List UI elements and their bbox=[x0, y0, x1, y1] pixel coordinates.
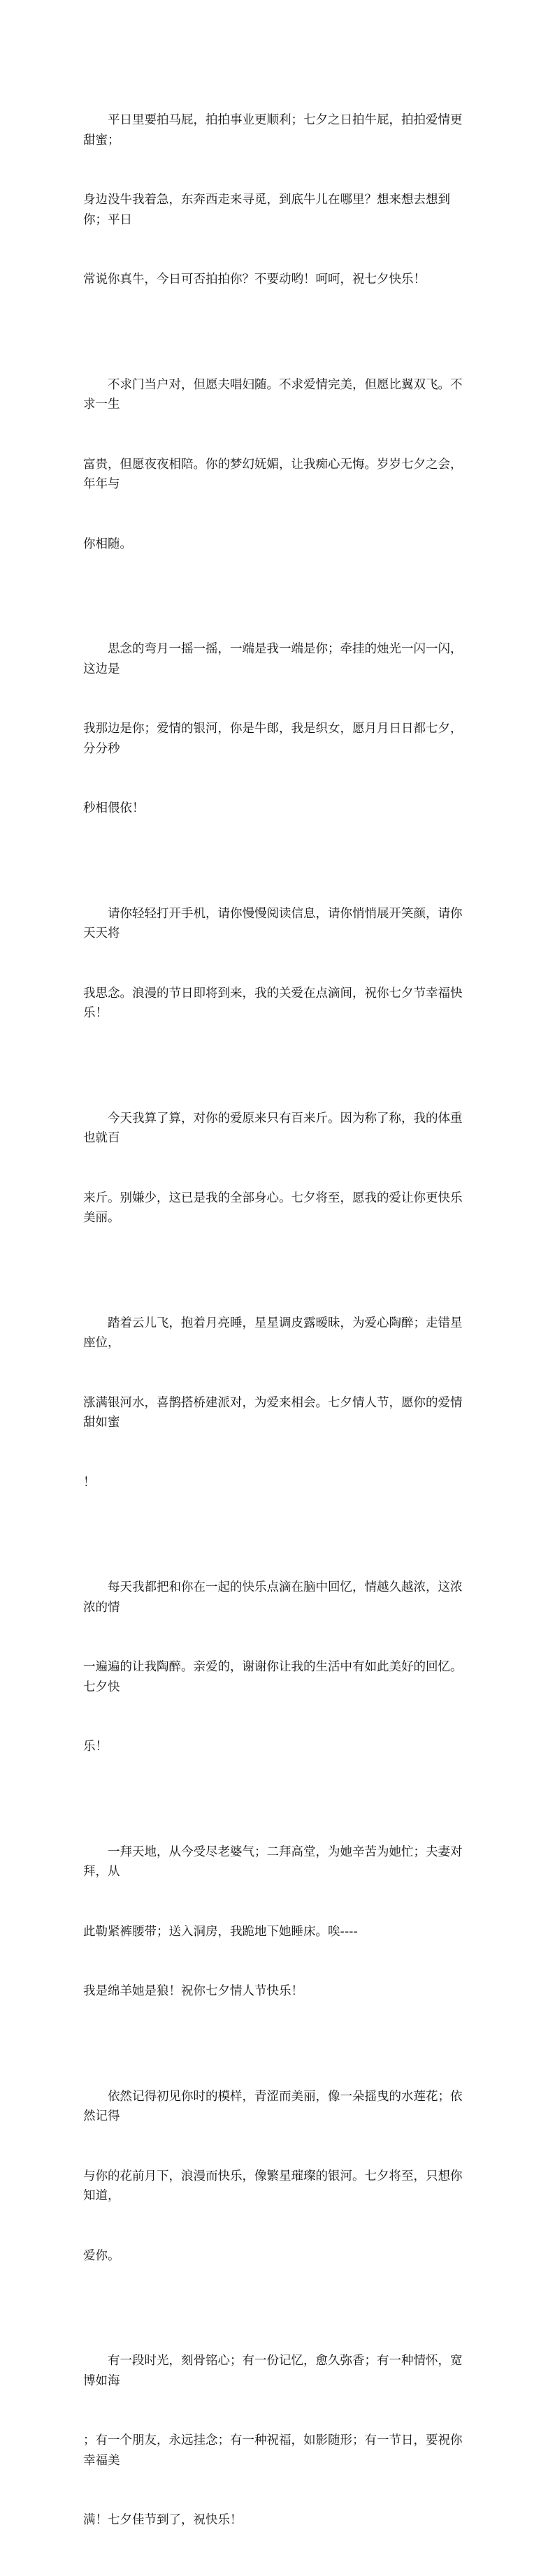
paragraph-line: ；有一个朋友，永远挂念；有一种祝福，如影随形；有一节日，要祝你幸福美 bbox=[83, 2433, 463, 2468]
paragraph-line: ！ bbox=[83, 1475, 96, 1490]
paragraph-line: 常说你真牛，今日可否拍拍你？不要动哟！呵呵，祝七夕快乐！ bbox=[83, 272, 426, 286]
paragraph-line: 请你轻轻打开手机，请你慢慢阅读信息，请你悄悄展开笑颜，请你天天将 bbox=[83, 906, 463, 940]
paragraph-line: 乐！ bbox=[83, 1740, 108, 1754]
paragraph-3 bbox=[83, 599, 466, 859]
paragraph-line: 我思念。浪漫的节日即将到来，我的关爱在点滴间，祝你七夕节幸福快乐！ bbox=[83, 986, 463, 1020]
paragraph-line: 一拜天地，从今受尽老婆气；二拜高堂，为她辛苦为她忙；夫妻对拜，从 bbox=[83, 1844, 463, 1879]
paragraph-line: 我是绵羊她是狼！祝你七夕情人节快乐！ bbox=[83, 1984, 303, 1998]
paragraph-line: 有一段时光，刻骨铭心；有一份记忆，愈久弥香；有一种情怀，宽博如海 bbox=[83, 2354, 463, 2388]
paragraph-line: 我那边是你；爱情的银河，你是牛郎，我是织女，愿月月日日都七夕，分分秒 bbox=[83, 722, 463, 756]
paragraph-7 bbox=[83, 1538, 466, 1797]
paragraph-9 bbox=[83, 2047, 466, 2306]
paragraph-line: 涨满银河水，喜鹊搭桥建派对，为爱来相会。七夕情人节，愿你的爱情甜如蜜 bbox=[83, 1395, 463, 1429]
paragraph-line: 一遍遍的让我陶醉。亲爱的，谢谢你让我的生活中有如此美好的回忆。七夕快 bbox=[83, 1660, 463, 1694]
paragraph-line: 依然记得初见你时的模样，青涩而美丽，像一朵摇曳的水莲花；依然记得 bbox=[83, 2089, 463, 2123]
paragraph-line: 思念的弯月一摇一摇，一端是我一端是你；牵挂的烛光一闪一闪，这边是 bbox=[83, 642, 463, 676]
paragraph-line: 你相随。 bbox=[83, 537, 132, 551]
paragraph-line: 爱你。 bbox=[83, 2248, 120, 2263]
paragraph-2 bbox=[83, 335, 466, 595]
paragraph-line: 平日里要拍马屁，拍拍事业更顺利；七夕之日拍牛屁，拍拍爱情更甜蜜； bbox=[83, 113, 463, 147]
paragraph-line: 富贵，但愿夜夜相陪。你的梦幻妩媚，让我痴心无悔。岁岁七夕之会，年年与 bbox=[83, 457, 463, 491]
paragraph-line: 来斤。别嫌少，这已是我的全部身心。七夕将至，愿我的爱让你更快乐美丽。 bbox=[83, 1191, 463, 1225]
paragraph-line: 秒相偎依！ bbox=[83, 801, 145, 815]
paragraph-line: 此勒紧裤腰带；送入洞房，我跪地下她睡床。唉---- bbox=[83, 1924, 358, 1939]
paragraph-line: 身边没牛我着急，东奔西走来寻觅，到底牛儿在哪里？想来想去想到你；平日 bbox=[83, 193, 450, 227]
paragraph-10 bbox=[83, 2311, 466, 2570]
paragraph-line: 不求门当户对，但愿夫唱妇随。不求爱情完美，但愿比翼双飞。不求一生 bbox=[83, 377, 463, 412]
paragraph-line: 今天我算了算，对你的爱原来只有百来斤。因为称了称，我的体重也就百 bbox=[83, 1111, 463, 1145]
paragraph-6 bbox=[83, 1274, 466, 1533]
paragraph-line: 与你的花前月下，浪漫而快乐，像繁星璀璨的银河。七夕将至，只想你知道， bbox=[83, 2169, 463, 2203]
document-body bbox=[83, 71, 466, 2576]
paragraph-line: 踏着云儿飞，抱着月亮睡，星星调皮露暧昧，为爱心陶醉；走错星座位， bbox=[83, 1316, 463, 1350]
paragraph-1 bbox=[83, 71, 466, 330]
paragraph-5 bbox=[83, 1069, 466, 1268]
paragraph-line: 满！七夕佳节到了，祝快乐！ bbox=[83, 2513, 243, 2527]
paragraph-8 bbox=[83, 1803, 466, 2042]
paragraph-line: 每天我都把和你在一起的快乐点滴在脑中回忆，情越久越浓，这浓浓的情 bbox=[83, 1580, 463, 1615]
paragraph-4 bbox=[83, 864, 466, 1063]
